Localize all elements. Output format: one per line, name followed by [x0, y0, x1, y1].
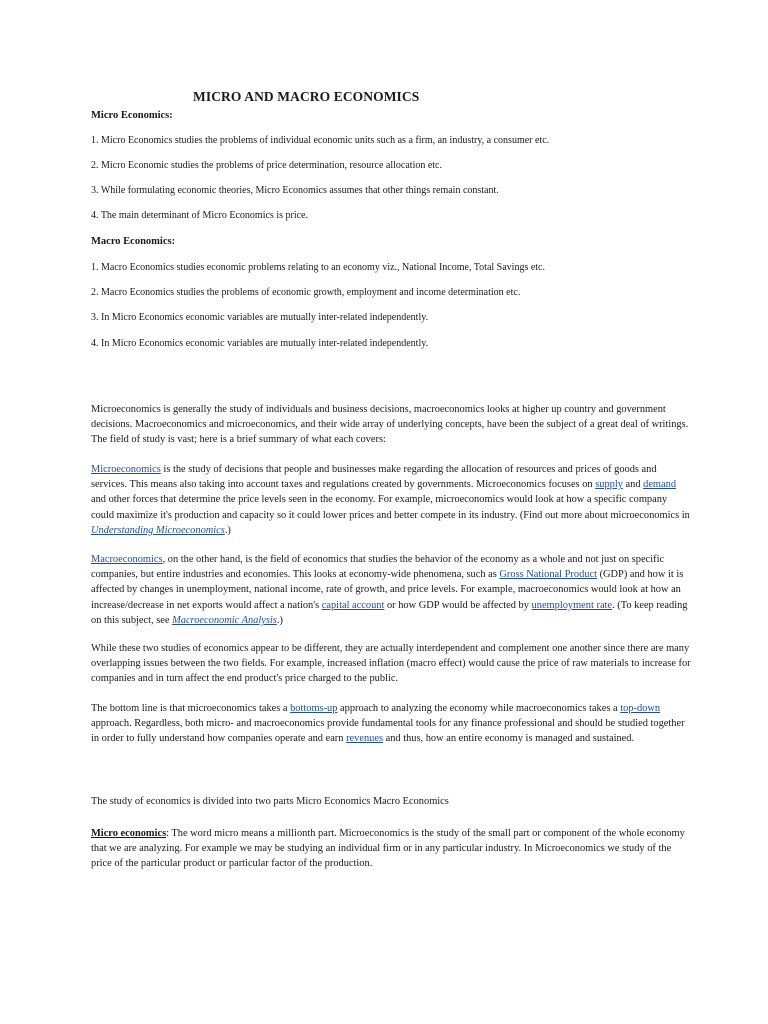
capital-account-link[interactable]: capital account — [321, 599, 385, 611]
microeconomics-link[interactable]: Microeconomics — [91, 464, 161, 475]
text-span: approach. Regardless, both micro- and macroeconomics provide fundamental tools for any finance professional and should be studied together in order to fully understand how companies operate and earn — [91, 718, 685, 745]
text-span: approach to analyzing the economy while macroeconomics takes a — [337, 703, 621, 714]
top-down-link[interactable]: top-down — [620, 703, 661, 714]
supply-link[interactable]: supply — [595, 479, 623, 491]
text-span: . (To keep reading on this subject, see — [91, 599, 688, 626]
bottoms-up-link[interactable]: bottoms-up — [290, 703, 338, 714]
micro-paragraph — [91, 462, 691, 538]
text-span: (GDP) and how it is affected by changes in unemployment, national income, rate of growth, and price levels. For example, macroeconomics would look at how an increase/decrease in net exports would affect a nation's — [91, 569, 684, 611]
micro-point-3: 3. While formulating economic theories, Micro Economics assumes that other things remain constant. — [91, 185, 499, 196]
intro-paragraph — [91, 402, 691, 448]
study-text: The study of economics is divided into two parts Micro Economics Macro Economics — [91, 796, 449, 807]
macro-point-4: 4. In Micro Economics economic variables are mutually inter-related independently. — [91, 338, 429, 349]
macro-point-3: 3. In Micro Economics economic variables are mutually inter-related independently. — [91, 312, 429, 323]
gross-national-product-link[interactable]: Gross National Product — [499, 569, 597, 581]
text-span: is the study of decisions that people and businesses make regarding the allocation of resources and prices of goods and services. This means also taking into account taxes and regulations created by governments. Microeconomics focuses on — [91, 464, 657, 491]
unemployment-rate-link[interactable]: unemployment rate — [531, 599, 613, 611]
macro-heading: Macro Economics: — [91, 236, 176, 247]
macro-point-1: 1. Macro Economics studies economic problems relating to an economy viz., National Income, Total Savings etc. — [91, 262, 545, 273]
text-span: and other forces that determine the price levels seen in the economy. For example, microeconomics would look at how a specific company could maximize it's production and capacity so it could lower prices and better compete in its industry. (Find out more about microeconomics in — [91, 494, 690, 521]
text-span: and thus, how an entire economy is managed and sustained. — [383, 733, 635, 745]
interdependence-text: While these two studies of economics appear to be different, they are actually interdependent and complement one another since there are many overlapping issues between the two fields. For example, increased inflation (macro effect) would cause the price of raw materials to increase for companies and in turn affect the end product's price charged to the public. — [91, 643, 691, 685]
demand-link[interactable]: demand — [643, 479, 677, 491]
text-span: : The word micro means a millionth part. Microeconomics is the study of the small part or component of the whole economy that we are analyzing. For example we may be studying an individual firm or in any particular industry. In Microeconomics we study of the price of the particular product or particular factor of the production. — [91, 828, 685, 870]
micro-definition-paragraph — [91, 826, 691, 872]
text-span: The bottom line is that microeconomics takes a — [91, 703, 291, 714]
macroeconomics-link[interactable]: Macroeconomics — [91, 554, 163, 565]
text-span: , on the other hand, is the field of economics that studies the behavior of the economy as a whole and not just on specific companies, but entire industries and economies. This looks at economy-wide phenomena, such as — [91, 554, 665, 581]
macroeconomic-analysis-link[interactable]: Macroeconomic Analysis — [172, 614, 277, 626]
study-paragraph — [91, 794, 691, 809]
macro-paragraph — [91, 552, 691, 628]
micro-point-2: 2. Micro Economic studies the problems of price determination, resource allocation etc. — [91, 160, 442, 171]
intro-text: Microeconomics is generally the study of individuals and business decisions, macroeconomics looks at higher up country and government decisions. Macroeconomics and microeconomics, and their wide array of underlying concepts, have been the subject of a great deal of writings. The field of study is vast; here is a brief summary of what each covers: — [91, 404, 689, 446]
interdependence-paragraph — [91, 641, 691, 687]
micro-point-4: 4. The main determinant of Micro Economics is price. — [91, 210, 308, 221]
page-title: MICRO AND MACRO ECONOMICS — [193, 89, 420, 104]
text-span: and — [622, 479, 644, 491]
revenues-link[interactable]: revenues — [346, 733, 384, 745]
bottom-line-paragraph — [91, 701, 691, 747]
micro-heading: Micro Economics: — [91, 110, 173, 121]
micro-economics-term: Micro economics — [91, 828, 167, 839]
text-span: .) — [224, 524, 231, 536]
macro-point-2: 2. Macro Economics studies the problems of economic growth, employment and income determination etc. — [91, 287, 521, 298]
understanding-microeconomics-link[interactable]: Understanding Microeconomics — [91, 524, 225, 536]
micro-point-1: 1. Micro Economics studies the problems of individual economic units such as a firm, an industry, a consumer etc. — [91, 135, 550, 146]
text-span: .) — [276, 614, 283, 626]
text-span: or how GDP would be affected by — [384, 599, 532, 611]
